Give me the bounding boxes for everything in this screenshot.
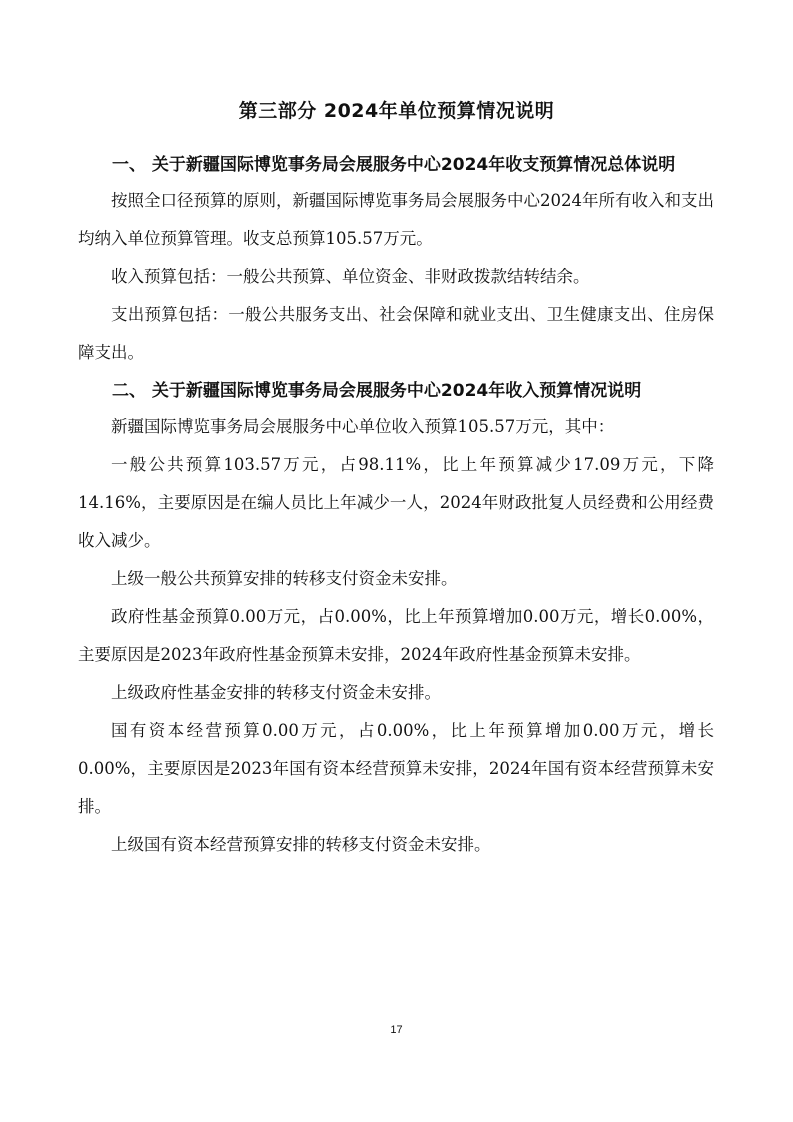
document-body: [78, 148, 714, 864]
section-1-paragraph-1: 按照全口径预算的原则，新疆国际博览事务局会展服务中心2024年所有收入和支出均纳入单位预算管理。收支总预算105.57万元。: [78, 191, 714, 248]
section-1-heading: 一、 关于新疆国际博览事务局会展服务中心2024年收支预算情况总体说明: [112, 155, 676, 175]
page-title: 第三部分 2024年单位预算情况说明: [238, 100, 555, 122]
page-number: 17: [390, 1024, 403, 1036]
section-2-paragraph-7: 上级国有资本经营预算安排的转移支付资金未安排。: [111, 835, 491, 854]
section-2-heading: 二、 关于新疆国际博览事务局会展服务中心2024年收入预算情况说明: [112, 381, 642, 401]
section-1-paragraph-2: 收入预算包括：一般公共预算、单位资金、非财政拨款结转结余。: [111, 267, 590, 286]
section-2-paragraph-5: 上级政府性基金安排的转移支付资金未安排。: [111, 683, 441, 702]
section-2-paragraph-4: 政府性基金预算0.00万元，占0.00%，比上年预算增加0.00万元，增长0.00%，主要原因是2023年政府性基金预算未安排，2024年政府性基金预算未安排。: [78, 607, 714, 664]
section-2-paragraph-1: 新疆国际博览事务局会展服务中心单位收入预算105.57万元，其中：: [111, 417, 615, 436]
section-2-paragraph-3: 上级一般公共预算安排的转移支付资金未安排。: [111, 569, 458, 588]
section-2-paragraph-6: 国有资本经营预算0.00万元，占0.00%，比上年预算增加0.00万元，增长0.00%，主要原因是2023年国有资本经营预算未安排，2024年国有资本经营预算未安排。: [78, 721, 714, 816]
section-2-paragraph-2: 一般公共预算103.57万元，占98.11%，比上年预算减少17.09万元，下降14.16%，主要原因是在编人员比上年减少一人，2024年财政批复人员经费和公用经费收入减少。: [78, 455, 714, 550]
section-1-paragraph-3: 支出预算包括：一般公共服务支出、社会保障和就业支出、卫生健康支出、住房保障支出。: [78, 305, 714, 362]
